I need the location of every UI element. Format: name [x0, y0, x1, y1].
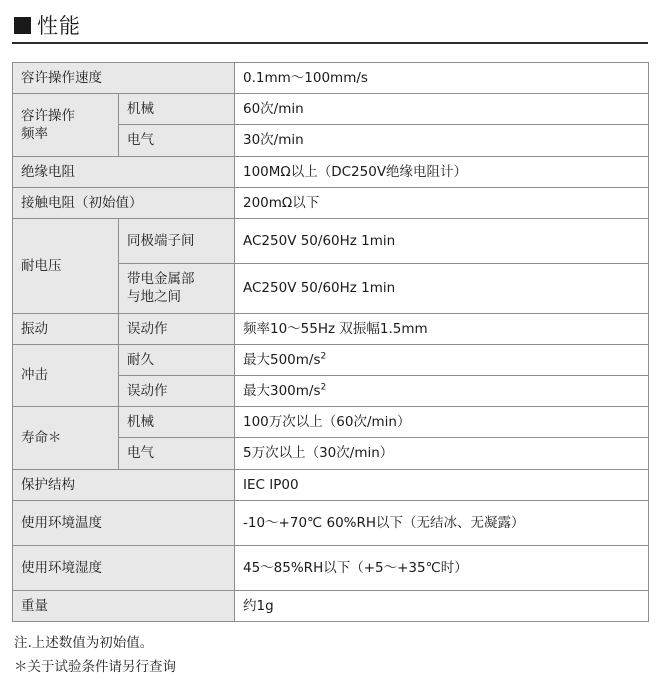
table-row — [13, 187, 649, 218]
row-sublabel-live-metal-to-ground-line1: 带电金属部 — [127, 271, 195, 288]
table-row — [13, 407, 649, 438]
table-row — [13, 63, 649, 94]
row-sublabel-shock-durability: 耐久 — [119, 344, 235, 375]
row-label-weight: 重量 — [13, 590, 235, 621]
black-square-bullet-icon — [14, 17, 31, 34]
row-label-ambient-humidity: 使用环境湿度 — [13, 545, 235, 590]
row-sublabel-mechanical-life: 机械 — [119, 407, 235, 438]
row-sublabel-live-metal-to-ground-line2: 与地之间 — [127, 289, 181, 306]
row-label-operating-frequency — [13, 94, 119, 156]
row-value-vibration-malfunction: 频率10～55Hz 双振幅1.5mm — [235, 313, 649, 344]
table-row — [13, 545, 649, 590]
row-value-weight: 约1g — [235, 590, 649, 621]
row-label-operating-frequency-line2: 频率 — [21, 125, 48, 142]
row-value-electrical-life: 5万次以上（30次/min） — [235, 438, 649, 469]
row-sublabel-shock-malfunction: 误动作 — [119, 375, 235, 406]
table-row — [13, 156, 649, 187]
row-value-contact-resistance: 200mΩ以下 — [235, 187, 649, 218]
table-row — [13, 313, 649, 344]
row-value-shock-malfunction-exponent: 2 — [320, 382, 327, 393]
row-label-vibration: 振动 — [13, 313, 119, 344]
row-sublabel-same-polarity-terminals: 同极端子间 — [119, 219, 235, 264]
page-title-text: 性能 — [37, 14, 81, 38]
row-value-shock-durability-text: 最大500m/s — [243, 351, 321, 368]
row-value-mechanical-frequency: 60次/min — [235, 94, 649, 125]
row-label-contact-resistance: 接触电阻（初始值） — [13, 187, 235, 218]
table-row — [13, 94, 649, 125]
row-label-protection-structure: 保护结构 — [13, 469, 235, 500]
footnote-test-conditions: ＊关于试验条件请另行查询 — [14, 658, 176, 675]
row-sublabel-vibration-malfunction: 误动作 — [119, 313, 235, 344]
row-value-same-polarity-terminals: AC250V 50/60Hz 1min — [235, 219, 649, 264]
table-row — [13, 469, 649, 500]
table-row — [13, 219, 649, 264]
row-value-ambient-temperature: -10～+70℃ 60%RH以下（无结冰、无凝露） — [235, 500, 649, 545]
row-value-ambient-humidity: 45～85%RH以下（+5～+35℃时） — [235, 545, 649, 590]
row-label-life: 寿命＊ — [13, 407, 119, 469]
row-value-protection-structure: IEC IP00 — [235, 469, 649, 500]
table-row — [13, 344, 649, 375]
row-value-operating-speed: 0.1mm～100mm/s — [235, 63, 649, 94]
row-label-dielectric-strength: 耐电压 — [13, 219, 119, 313]
row-value-live-metal-to-ground: AC250V 50/60Hz 1min — [235, 264, 649, 313]
table-row — [13, 590, 649, 621]
footnotes — [12, 632, 648, 679]
row-sublabel-electrical-frequency: 电气 — [119, 125, 235, 156]
row-value-electrical-frequency: 30次/min — [235, 125, 649, 156]
footnote-initial-values: 注.上述数值为初始值。 — [14, 635, 154, 652]
row-value-shock-malfunction-text: 最大300m/s — [243, 382, 321, 399]
row-label-shock: 冲击 — [13, 344, 119, 406]
row-label-ambient-temperature: 使用环境温度 — [13, 500, 235, 545]
row-value-shock-durability — [235, 344, 649, 375]
row-sublabel-electrical-life: 电气 — [119, 438, 235, 469]
row-label-operating-frequency-line1: 容许操作 — [21, 107, 75, 124]
row-value-shock-malfunction — [235, 375, 649, 406]
table-row — [13, 500, 649, 545]
performance-spec-table — [12, 62, 649, 622]
row-label-operating-speed: 容许操作速度 — [13, 63, 235, 94]
row-value-insulation-resistance: 100MΩ以上（DC250V绝缘电阻计） — [235, 156, 649, 187]
row-sublabel-mechanical-frequency: 机械 — [119, 94, 235, 125]
row-value-mechanical-life: 100万次以上（60次/min） — [235, 407, 649, 438]
page-title — [12, 14, 648, 44]
row-value-shock-durability-exponent: 2 — [320, 351, 327, 362]
row-label-insulation-resistance: 绝缘电阻 — [13, 156, 235, 187]
row-sublabel-live-metal-to-ground — [119, 264, 235, 313]
